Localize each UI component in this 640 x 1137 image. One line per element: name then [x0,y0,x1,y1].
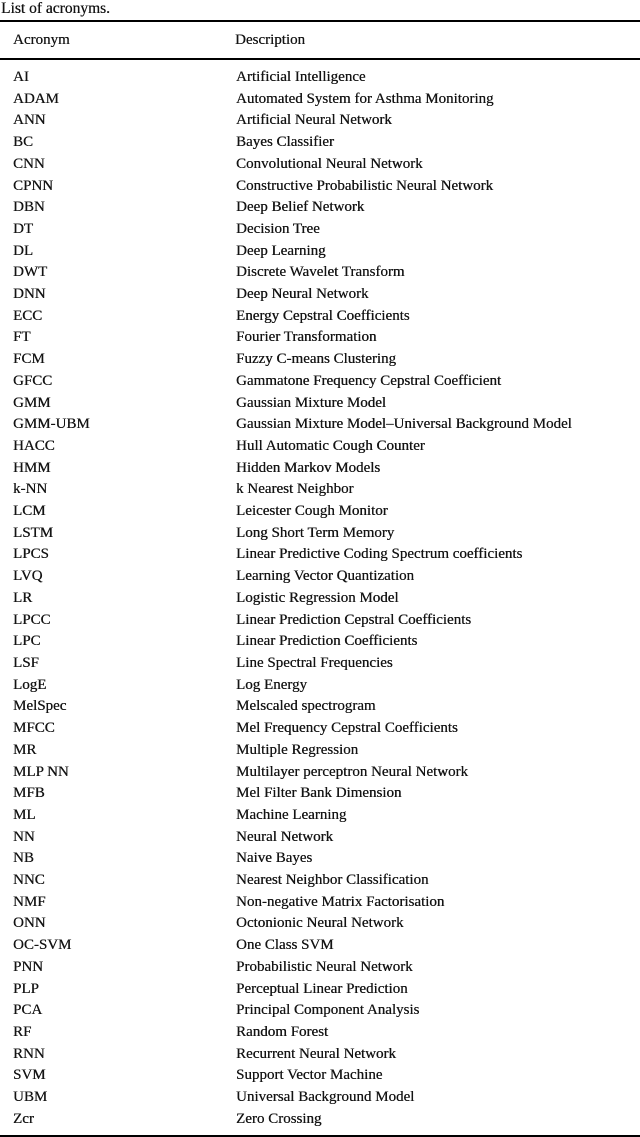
description-cell: Recurrent Neural Network [236,1045,396,1062]
acronym-cell: LCM [13,503,46,520]
acronym-cell: k-NN [13,481,48,498]
table-body [0,59,640,1136]
acronym-cell: DL [13,242,33,259]
description-cell: Zero Crossing [236,1110,322,1127]
description-cell: One Class SVM [236,937,334,954]
acronym-cell: MFB [13,785,45,802]
table-row [0,827,640,849]
acronym-cell: ML [13,806,36,823]
acronym-cell: NB [13,850,34,867]
table-row [0,1022,640,1044]
table-row [0,89,640,111]
header-row [0,21,640,59]
acronym-cell: GFCC [13,372,53,389]
description-cell: Log Energy [236,676,307,693]
table-row [0,59,640,89]
acronym-cell: CPNN [13,177,54,194]
description-cell: Hull Automatic Cough Counter [236,437,425,454]
table-caption: List of acronyms. [1,0,110,17]
table-row [0,284,640,306]
description-cell: Automated System for Asthma Monitoring [236,90,494,107]
description-cell: Deep Belief Network [236,199,365,216]
table-row [0,783,640,805]
description-cell: Mel Filter Bank Dimension [236,785,402,802]
table-row [0,393,640,415]
description-cell: Mel Frequency Cepstral Coefficients [236,720,458,737]
acronym-table [0,20,640,1137]
acronym-cell: BC [13,134,34,151]
acronym-cell: ADAM [13,90,59,107]
table-row [0,436,640,458]
acronym-cell: FCM [13,351,45,368]
table-row [0,176,640,198]
acronym-cell: MelSpec [13,698,67,715]
acronym-cell: PLP [13,980,39,997]
description-cell: Support Vector Machine [236,1067,383,1084]
table-row [0,718,640,740]
table-row [0,805,640,827]
description-cell: Fourier Transformation [236,329,377,346]
description-cell: Naive Bayes [236,850,313,867]
acronym-cell: PCA [13,1002,43,1019]
acronym-cell: ONN [13,915,46,932]
table-row [0,479,640,501]
acronym-cell: LogE [13,676,47,693]
acronym-cell: NNC [13,872,45,889]
description-cell: Random Forest [236,1023,329,1040]
description-cell: Universal Background Model [236,1089,415,1106]
table-row [0,979,640,1001]
table-row [0,154,640,176]
description-cell: Gammatone Frequency Cepstral Coefficient [236,372,502,389]
acronym-cell: GMM [13,394,51,411]
description-cell: Gaussian Mixture Model [236,394,386,411]
table-row [0,653,640,675]
table-row [0,696,640,718]
acronym-cell: DWT [13,264,48,281]
description-cell: Leicester Cough Monitor [236,503,388,520]
acronym-cell: MR [13,741,37,758]
acronym-cell: Zcr [13,1110,34,1127]
table-row [0,740,640,762]
table-row [0,610,640,632]
description-cell: Fuzzy C-means Clustering [236,351,396,368]
description-cell: Perceptual Linear Prediction [236,980,408,997]
acronym-cell: HMM [13,459,51,476]
description-cell: Probabilistic Neural Network [236,958,413,975]
table-header [0,21,640,59]
table-row [0,523,640,545]
acronym-cell: HACC [13,437,55,454]
description-cell: Principal Component Analysis [236,1002,420,1019]
column-header-acronym: Acronym [0,21,235,59]
table-row [0,306,640,328]
description-cell: Long Short Term Memory [236,524,395,541]
table-row [0,1000,640,1022]
description-cell: Hidden Markov Models [236,459,381,476]
acronym-cell: PNN [13,958,44,975]
description-cell: Multilayer perceptron Neural Network [236,763,468,780]
description-cell: Deep Learning [236,242,326,259]
table-row [0,935,640,957]
acronym-cell: UBM [13,1089,48,1106]
description-cell: Learning Vector Quantization [236,568,414,585]
acronym-cell: NN [13,828,35,845]
description-cell: Linear Prediction Coefficients [236,633,418,650]
table-row [0,349,640,371]
description-cell: Octonionic Neural Network [236,915,404,932]
description-cell: Multiple Regression [236,741,359,758]
acronym-cell: LPC [13,633,41,650]
description-cell: Decision Tree [236,220,320,237]
table-row [0,544,640,566]
table-row [0,458,640,480]
acronym-cell: LVQ [13,568,43,585]
description-cell: Machine Learning [236,806,347,823]
acronym-cell: GMM-UBM [13,416,90,433]
acronym-cell: DT [13,220,33,237]
table-row [0,262,640,284]
acronym-cell: AI [13,69,29,85]
description-cell: Linear Prediction Cepstral Coefficients [236,611,472,628]
acronym-cell: SVM [13,1067,46,1084]
description-cell: Gaussian Mixture Model–Universal Background Model [236,416,572,433]
table-row [0,219,640,241]
table-row [0,371,640,393]
table-row [0,588,640,610]
acronym-cell: NMF [13,893,46,910]
acronym-cell: ANN [13,112,46,129]
description-cell: Nearest Neighbor Classification [236,872,429,889]
acronym-cell: RNN [13,1045,45,1062]
table-row [0,132,640,154]
acronym-cell: LPCS [13,546,49,563]
table-row [0,957,640,979]
description-cell: Line Spectral Frequencies [236,654,393,671]
table-row [0,1109,640,1137]
description-cell: Constructive Probabilistic Neural Network [236,177,494,194]
table-row [0,913,640,935]
table-row [0,1087,640,1109]
acronym-cell: LSF [13,654,39,671]
acronym-cell: MFCC [13,720,55,737]
acronym-cell: FT [13,329,31,346]
description-cell: Bayes Classifier [236,134,334,151]
description-cell: Neural Network [236,828,334,845]
description-cell: Logistic Regression Model [236,589,399,606]
acronym-cell: DBN [13,199,45,216]
acronym-cell: LR [13,589,33,606]
table-row [0,501,640,523]
table-row [0,892,640,914]
description-cell: Discrete Wavelet Transform [236,264,405,281]
description-cell: k Nearest Neighbor [236,481,354,498]
table-row [0,110,640,132]
table-row [0,327,640,349]
table-row [0,566,640,588]
table-row [0,848,640,870]
table-row [0,241,640,263]
description-cell: Artificial Neural Network [236,112,392,129]
table-row [0,762,640,784]
description-cell: Non-negative Matrix Factorisation [236,893,445,910]
column-header-description: Description [235,21,640,59]
acronym-cell: OC-SVM [13,937,72,954]
table-row [0,197,640,219]
acronym-cell: RF [13,1023,32,1040]
table-row [0,870,640,892]
table-row [0,414,640,436]
table-row [0,631,640,653]
description-cell: Energy Cepstral Coefficients [236,307,410,324]
acronym-cell: DNN [13,286,46,303]
acronym-cell: ECC [13,307,43,324]
table-row [0,675,640,697]
description-cell: Linear Predictive Coding Spectrum coefficients [236,546,523,563]
acronym-cell: MLP NN [13,763,69,780]
table-row [0,1044,640,1066]
acronym-cell: LSTM [13,524,54,541]
acronym-cell: CNN [13,155,45,172]
acronym-cell: LPCC [13,611,51,628]
table-row [0,1065,640,1087]
description-cell: Deep Neural Network [236,286,369,303]
description-cell: Artificial Intelligence [236,69,366,85]
description-cell: Convolutional Neural Network [236,155,423,172]
description-cell: Melscaled spectrogram [236,698,376,715]
